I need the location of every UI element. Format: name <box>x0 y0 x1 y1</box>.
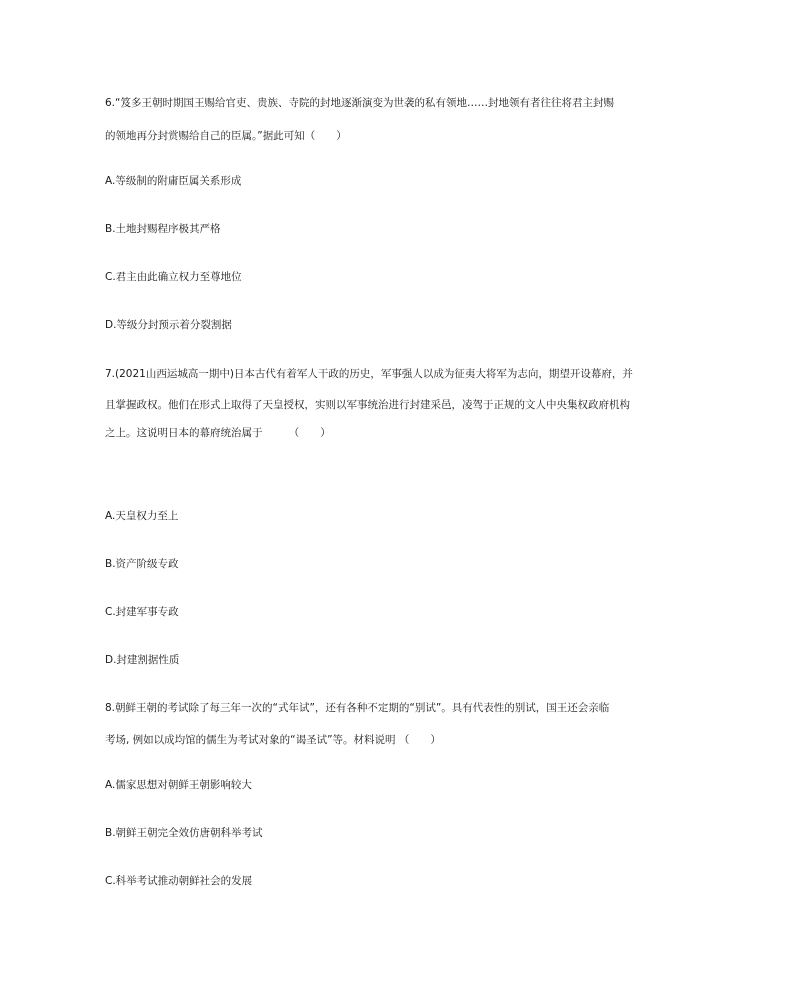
question-6-option-a: A.等级制的附庸臣属关系形成 <box>105 175 242 187</box>
question-8-option-c: C.科举考试推动朝鲜社会的发展 <box>105 875 253 887</box>
question-7-option-a: A.天皇权力至上 <box>105 510 179 522</box>
question-6-option-b: B.土地封赐程序极其严格 <box>105 223 221 235</box>
question-6-option-d: D.等级分封预示着分裂割据 <box>105 319 232 331</box>
question-6-option-c: C.君主由此确立权力至尊地位 <box>105 271 242 283</box>
question-7-stem-line-2: 且掌握政权。他们在形式上取得了天皇授权，实则以军事统治进行封建采邑，凌驾于正规的文人中央集权政府机构 <box>105 399 630 411</box>
question-7-option-b: B.资产阶级专政 <box>105 558 179 570</box>
question-8-option-a: A.儒家思想对朝鲜王朝影响较大 <box>105 779 252 791</box>
question-8-stem-line-2: 考场, 例如以成均馆的儒生为考试对象的“谒圣试”等。材料说明 （ ） <box>105 734 441 746</box>
question-7-option-d: D.封建割据性质 <box>105 654 180 666</box>
question-6-stem-line-1: 6.“笈多王朝时期国王赐给官吏、贵族、寺院的封地逐渐演变为世袭的私有领地……封地领有者往往将君主封赐 <box>105 97 614 109</box>
question-7-option-c: C.封建军事专政 <box>105 606 179 618</box>
question-8-option-b: B.朝鲜王朝完全效仿唐朝科举考试 <box>105 827 263 839</box>
question-7-stem-line-1: 7.(2021山西运城高一期中)日本古代有着军人干政的历史，军事强人以成为征夷大将军为志向，期望开设幕府，并 <box>105 368 633 380</box>
question-6-stem-line-2: 的领地再分封赏赐给自己的臣属。”据此可知（ ） <box>105 130 347 142</box>
question-8-stem-line-1: 8.朝鲜王朝的考试除了每三年一次的“式年试”，还有各种不定期的“别试”。具有代表性的别试，国王还会亲临 <box>105 702 610 714</box>
question-7-stem-line-3: 之上。这说明日本的幕府统治属于 （ ） <box>105 427 331 439</box>
